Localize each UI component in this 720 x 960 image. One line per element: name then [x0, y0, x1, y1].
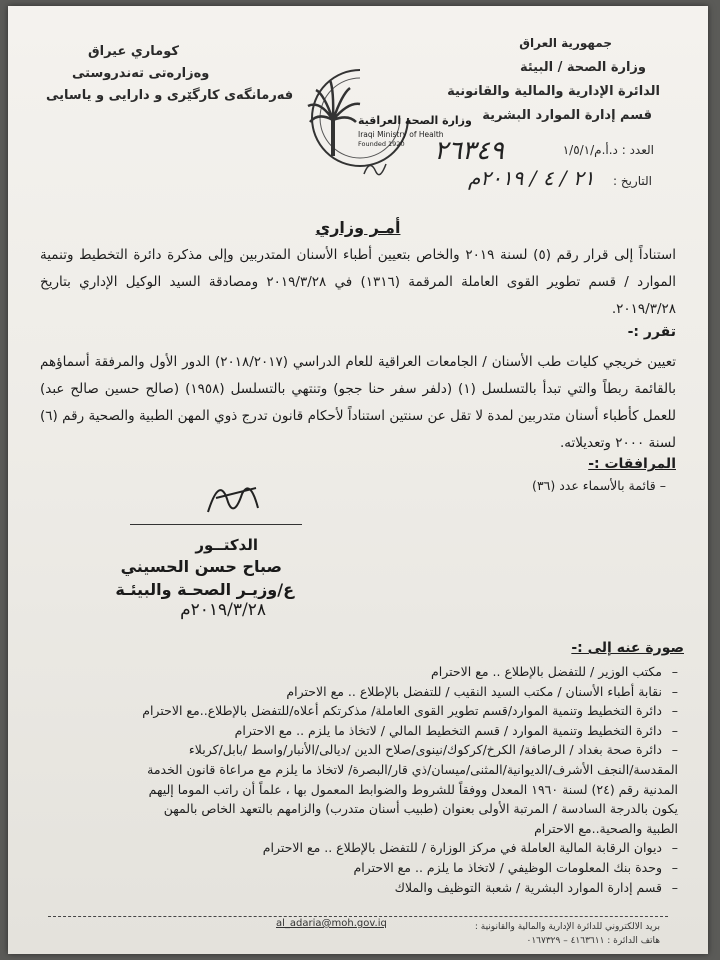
footer-phone: هاتف الدائرة : ٤١٦٣٦١١ – ٠١٦٧٣٢٩: [526, 936, 660, 946]
copy-recipient-continuation: الطبية والصحية..مع الاحترام: [534, 820, 678, 836]
copy-recipient-continuation: المقدسة/النجف الأشرف/الديوانية/المثنى/ميسان/ذي قار/البصرة/ لاتخاذ ما يلزم مع مراعاة قانون الخدمة: [147, 761, 678, 777]
header-ministry: وزارة الصحة / البيئة: [519, 60, 646, 75]
logo-arabic-name: وزارة الصحة العراقية: [358, 114, 472, 127]
decision-label: تقرر :-: [627, 324, 676, 340]
copy-recipient: – مكتب الوزير / للتفضل بالإطلاع .. مع الاحترام: [28, 662, 678, 682]
attachment-text: قائمة بالأسماء عدد (٣٦): [532, 478, 656, 493]
date-label: التاريخ :: [612, 174, 652, 188]
copy-recipient: – دائرة صحة بغداد / الرصافة/ الكرخ/كركوك/نينوى/صلاح الدين /ديالى/الأنبار/واسط /بابل/كربلاء: [28, 740, 678, 760]
ref-number-handwritten: ٢٦٣٤٩: [434, 136, 504, 166]
ref-number-label: العدد : د.أ.م/١/٥/١: [562, 143, 654, 157]
copies-list: [28, 662, 678, 897]
copy-recipient: – نقابة أطباء الأسنان / مكتب السيد النقيب / للتفضل بالإطلاع .. مع الاحترام: [28, 682, 678, 702]
copy-recipient: – قسم إدارة الموارد البشرية / شعبة التوظيف والملاك: [28, 878, 678, 898]
signatory-name: صباح حسن الحسيني: [120, 557, 282, 576]
attachments-label: المرافقات :-: [588, 456, 676, 472]
document-title: أمـر وزاري: [315, 218, 401, 237]
date-handwritten: ٢١ / ٤ / ٢٠١٩م: [468, 166, 595, 190]
header-department: الدائرة الإدارية والمالية والقانونية: [447, 84, 660, 99]
logo-english-name: Iraqi Ministry of Health: [358, 130, 444, 139]
copies-label: صورة عنه إلى :-: [571, 640, 684, 656]
copy-recipient: – دائرة التخطيط وتنمية الموارد/قسم تطوير القوى العاملة/ مذكرتكم أعلاه/للتفضل بالإطلاع..مع الاحترام: [28, 701, 678, 721]
header-left-line1: كوماري عيراق: [88, 44, 179, 59]
footer-email: al_adaria@moh.gov.iq: [276, 918, 387, 929]
header-left-line2: وەزارەتی تەندروستی: [72, 66, 210, 81]
attachment-dash: –: [655, 478, 666, 493]
header-country: جمهورية العراق: [519, 36, 612, 50]
signature-icon: [198, 468, 270, 524]
copy-recipient: – ديوان الرقابة المالية العاملة في مركز الوزارة / للتفضل بالإطلاع .. مع الاحترام: [28, 838, 678, 858]
header-section: قسم إدارة الموارد البشرية: [482, 108, 652, 123]
footer-divider: [48, 916, 668, 917]
signatory-title: الدكتــور: [195, 536, 258, 554]
footer-email-label: بريد الالكتروني للدائرة الإدارية والمالية والقانونية :: [474, 922, 660, 932]
copy-recipient-continuation: المدنية رقم (٢٤) لسنة ١٩٦٠ المعدل ووفقاً للشروط والضوابط المعمول بها ، علماً أن راتب الموما إليهم: [148, 781, 678, 797]
copy-recipient: – دائرة التخطيط وتنمية الموارد / قسم التخطيط المالي / لاتخاذ ما يلزم .. مع الاحترام: [28, 721, 678, 741]
signature-line: [130, 524, 302, 525]
document-page: [8, 6, 708, 954]
attachment-item: [532, 478, 666, 493]
copy-recipient-continuation: يكون بالدرجة السادسة / المرتبة الأولى بعنوان (طبيب أسنان متدرب) والزامهم بالتعهد الخاص بالمهن: [163, 801, 678, 817]
logo-founded: Founded 1920: [358, 140, 405, 148]
scribble-mark-icon: [360, 154, 390, 184]
copy-recipient: – وحدة بنك المعلومات الوظيفي / لاتخاذ ما يلزم .. مع الاحترام: [28, 858, 678, 878]
decision-paragraph: تعيين خريجي كليات طب الأسنان / الجامعات العراقية للعام الدراسي (٢٠١٨/٢٠١٧) الدور الأول والمرفقة أسماؤهم بالقائمة ربطاً والتي تبدأ بالتسلسل (١) (دلفر سفر حنا ججو) وتنتهي بالتسلسل (١٩٥٨) (صالح حسين صالح عبد) للعمل كأطباء أسنان متدربين لمدة لا تقل عن سنتين استناداً لأحكام قانون تدرج ذوي المهن الطبية والصحية رقم (٦) لسنة ٢٠٠٠ وتعديلاته.: [40, 354, 677, 451]
header-left-line3: فەرمانگەی كارگێری و دارایی و یاسایی: [46, 88, 294, 103]
signature-date: ٢٠١٩/٣/٢٨م: [180, 600, 266, 620]
intro-paragraph: استناداً إلى قرار رقم (٥) لسنة ٢٠١٩ والخاص بتعيين أطباء الأسنان المتدربين وإلى مذكرة دائرة التخطيط وتنمية الموارد / قسم تطوير القوى العاملة المرقمة (١٣١٦) في ٢٠١٩/٣/٢٨ ومصادقة السيد الوكيل الإداري بتاريخ ٢٠١٩/٣/٢٨.: [40, 247, 677, 317]
signatory-position: ع/وزيـر الصحـة والبيئـة: [115, 580, 294, 599]
